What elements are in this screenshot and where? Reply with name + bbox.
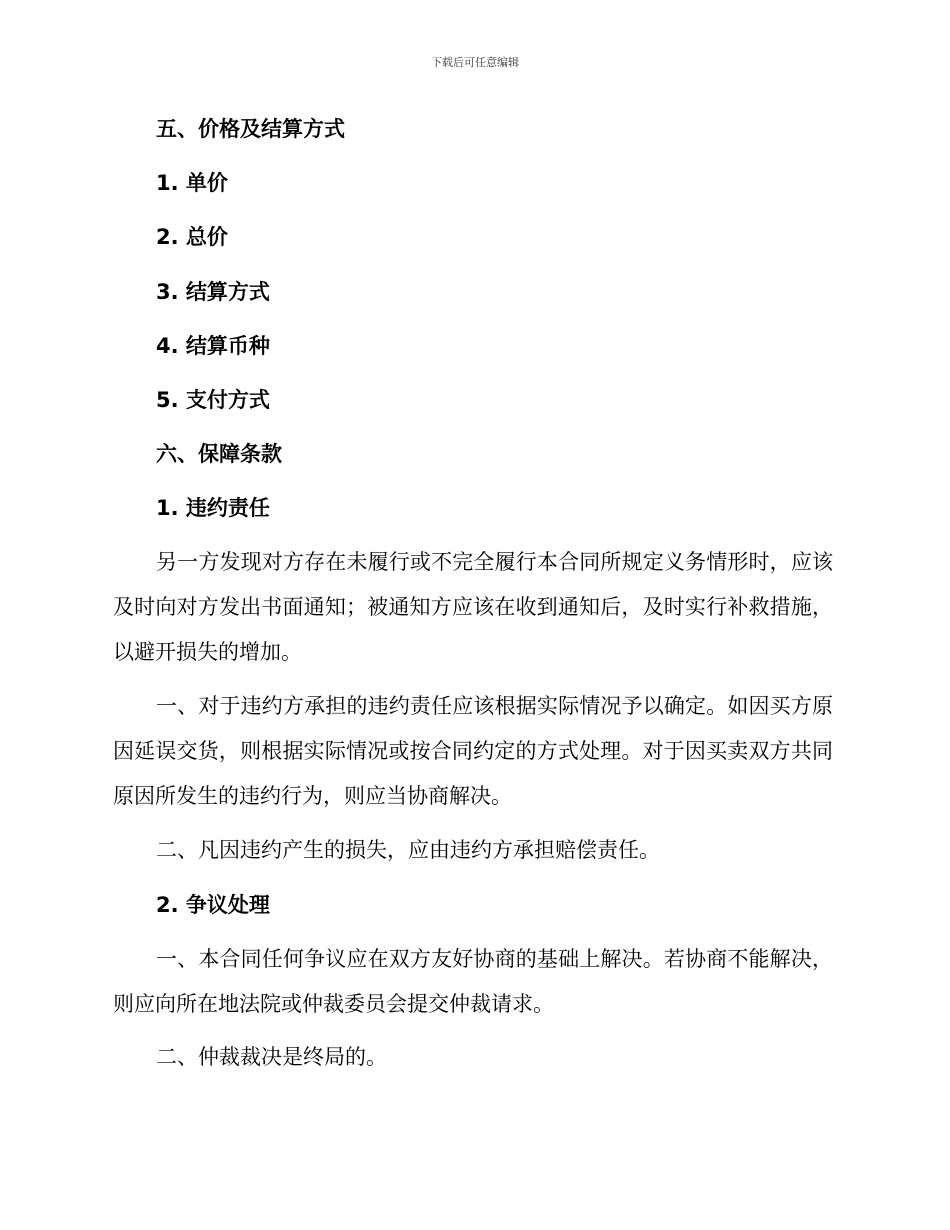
section-5-item-settlement-method: 3. 结算方式 [156,280,270,304]
section-5-item-unit-price: 1. 单价 [156,171,228,195]
dispute-negotiation-paragraph: 一、本合同任何争议应在双方友好协商的基础上解决。若协商不能解决，则应向所在地法院或仲裁委员会提交仲裁请求。 [113,947,833,1016]
arbitration-final-paragraph: 二、仲裁裁决是终局的。 [156,1045,387,1069]
breach-notice-paragraph: 另一方发现对方存在未履行或不完全履行本合同所规定义务情形时，应该及时向对方发出书面通知；被通知方应该在收到通知后，及时实行补救措施，以避开损失的增加。 [113,550,833,664]
section-6-1-title: 1. 违约责任 [156,496,270,520]
page-header-note: 下载后可任意编辑 [431,56,519,69]
breach-loss-paragraph: 二、凡因违约产生的损失，应由违约方承担赔偿责任。 [156,838,660,862]
section-5-item-total-price: 2. 总价 [156,225,228,249]
section-6-2-title: 2. 争议处理 [156,893,270,917]
breach-liability-paragraph: 一、对于违约方承担的违约责任应该根据实际情况予以确定。如因买方原因延误交货，则根据实际情况或按合同约定的方式处理。对于因买卖双方共同原因所发生的违约行为，则应当协商解决。 [113,694,833,808]
section-5-item-settlement-currency: 4. 结算币种 [156,334,270,358]
section-5-item-payment-method: 5. 支付方式 [156,388,270,412]
section-5-title: 五、价格及结算方式 [156,117,345,141]
section-6-title: 六、保障条款 [156,442,282,466]
